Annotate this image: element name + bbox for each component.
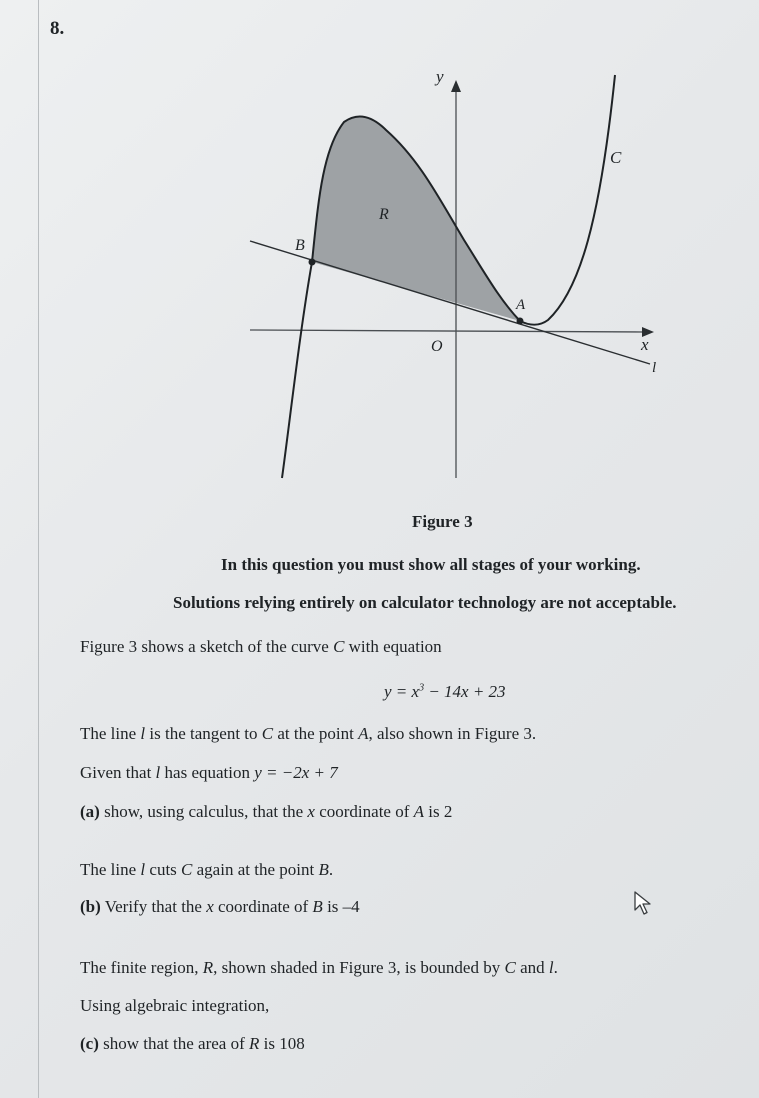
part-a: (a) show, using calculus, that the x coordinate of A is 2 (80, 802, 453, 821)
region-r-label: R (379, 206, 389, 223)
origin-label: O (431, 338, 443, 355)
figure-3-sketch (0, 0, 759, 540)
curve-c-label: C (610, 148, 622, 167)
x-axis (250, 330, 644, 332)
point-b-label: B (295, 237, 305, 254)
using-statement: Using algebraic integration, (80, 996, 270, 1015)
instruction-working: In this question you must show all stages of your working. (221, 555, 641, 574)
curve-equation: $y = x^3 - 14x + 23$ (384, 682, 506, 701)
region-statement: The finite region, R, shown shaded in Figure 3, is bounded by C and l. (80, 958, 558, 977)
intro-text: Figure 3 shows a sketch of the curve C with equation (80, 637, 442, 656)
instruction-calculator: Solutions relying entirely on calculator technology are not acceptable. (173, 593, 677, 612)
mouse-pointer-icon (633, 890, 655, 916)
tangent-statement: The line l is the tangent to C at the point A, also shown in Figure 3. (80, 724, 537, 743)
figure-caption: Figure 3 (412, 512, 473, 531)
part-c: (c) show that the area of R is 108 (80, 1034, 305, 1053)
region-r-shading (312, 116, 520, 321)
point-b-dot (309, 259, 316, 266)
line-l-label: l (652, 360, 657, 376)
y-axis-label: y (436, 67, 444, 86)
cuts-statement: The line l cuts C again at the point B. (80, 860, 334, 879)
given-statement: Given that l has equation y = −2x + 7 (80, 763, 338, 782)
x-axis-label: x (641, 335, 649, 354)
question-number: 8. (50, 18, 65, 39)
part-b: (b) Verify that the x coordinate of B is –4 (80, 897, 360, 916)
y-axis-arrow (451, 80, 461, 92)
point-a-dot (517, 318, 524, 325)
point-a-label: A (516, 297, 526, 313)
